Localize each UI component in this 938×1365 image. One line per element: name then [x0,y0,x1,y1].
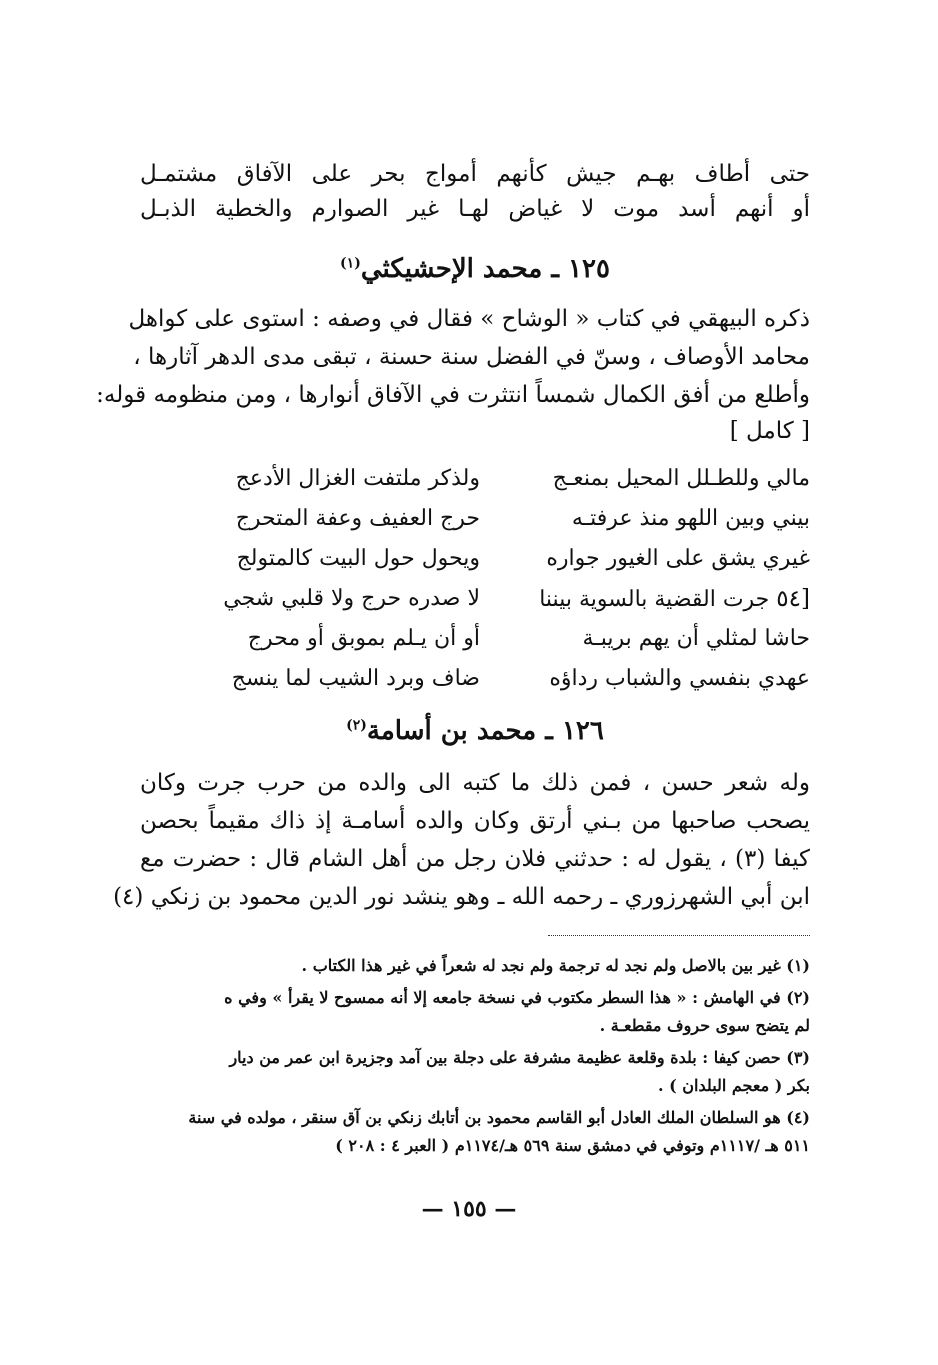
verse-line: حتى أطاف بهـم جيش كأنهم أمواج بحر على الآفاق مشتمـل [140,161,810,187]
prose-line: وأطلع من أفق الكمال شمساً انتثرت في الآفاق أنوارها ، ومن منظومه قوله: [96,382,810,408]
prose-line: وله شعر حسن ، فمن ذلك ما كتبه الى والده من حرب جرت وكان [140,770,810,796]
poem-row [140,546,810,586]
hemistich-text: جرت القضية بالسوية بيننا [539,587,770,612]
hemistich-left: لا صدره حرج ولا قلبي شجي [223,586,480,611]
hemistich-left: ولذكر ملتفت الغزال الأدعج [235,466,480,491]
prose-line: يصحب صاحبها من بـني أرتق وكان والده أسامـة إذ ذاك مقيماً بحصن [140,808,810,834]
footnote [140,952,810,980]
entry-heading-text: ١٢٥ ـ محمد الإحشيكثي [360,254,610,284]
hemistich-left: أو أن يـلم بموبق أو محرج [247,626,480,651]
footnote-line: (٤) هو السلطان الملك العادل أبو القاسم محمود بن أتابك زنكي بن آق سنقر ، مولده في سنة [188,1108,810,1127]
page-number: — ١٥٥ — [421,1196,517,1222]
entry-prose [113,764,810,916]
footnote-line: ٥١١ هـ /١١١٧م وتوفي في دمشق سنة ٥٦٩ هـ/١١٧٤م ( العبر ٤ : ٢٠٨ ) [335,1136,810,1155]
footnote-line: (٣) حصن كيفا : بلدة وقلعة عظيمة مشرفة على دجلة بين آمد وجزيرة ابن عمر من ديار [229,1048,810,1067]
footnote-divider [548,935,810,936]
prose-line: محامد الأوصاف ، وسنّ في الفضل سنة حسنة ، تبقى مدى الدهر آثارها ، [133,344,810,370]
footnote-line: بكر ( معجم البلدان ) . [658,1076,810,1095]
footnote-line: (٢) في الهامش : « هذا السطر مكتوب في نسخة جامعه إلا أنه ممسوح لا يقرأ » وفي ه [224,988,810,1007]
footnote [140,984,810,1040]
hemistich-left: ضاف وبرد الشيب لما ينسج [231,666,480,691]
prose-line: ابن أبي الشهرزوري ـ رحمه الله ـ وهو ينشد نور الدين محمود بن زنكي (٤) [113,884,810,910]
verse-line: أو أنهم أسد موت لا غياض لهـا غير الصوارم والخطية الذبـل [140,196,810,222]
entry-heading [140,716,810,746]
footnote [140,1104,810,1160]
hemistich-right: عهدي بنفسي والشباب رداؤه [549,666,810,691]
footnote-line: (١) غير بين بالاصل ولم نجد له ترجمة ولم نجد له شعراً في غير هذا الكتاب . [301,956,810,975]
footnote-line: لم يتضح سوى حروف مقطعـة . [599,1016,810,1035]
hemistich-left: حرج العفيف وعفة المتحرج [235,506,480,531]
poem-row [140,626,810,666]
meter-label: [ كامل ] [729,418,810,444]
entry-prose [96,300,810,414]
hemistich-right: بيني وبين اللهو منذ عرفتـه [571,506,810,531]
hemistich-right: غيري يشق على الغيور جواره [546,546,810,571]
hemistich-left: ويحول حول البيت كالمتولج [236,546,480,571]
entry-heading-text: ١٢٦ ـ محمد بن أسامة [366,716,604,746]
prose-line: كيفا (٣) ، يقول له : حدثني فلان رجل من أهل الشام قال : حضرت مع [140,846,810,872]
poem-row [140,466,810,506]
footnote-ref: (٢) [346,717,367,734]
poem-row [140,586,810,626]
hemistich-right [510,586,810,612]
hemistich-right: مالي وللطـلل المحيل بمنعـج [552,466,810,491]
footnote-ref: (١) [340,255,361,272]
hemistich-right: حاشا لمثلي أن يهم بريبـة [582,626,810,651]
poem-row [140,666,810,706]
prose-line: ذكره البيهقي في كتاب « الوشاح » فقال في وصفه : استوى على كواهل [128,306,810,332]
footnote [140,1044,810,1100]
entry-heading [140,254,810,284]
poem-row [140,506,810,546]
page-marker: [٥٤ [776,586,810,612]
